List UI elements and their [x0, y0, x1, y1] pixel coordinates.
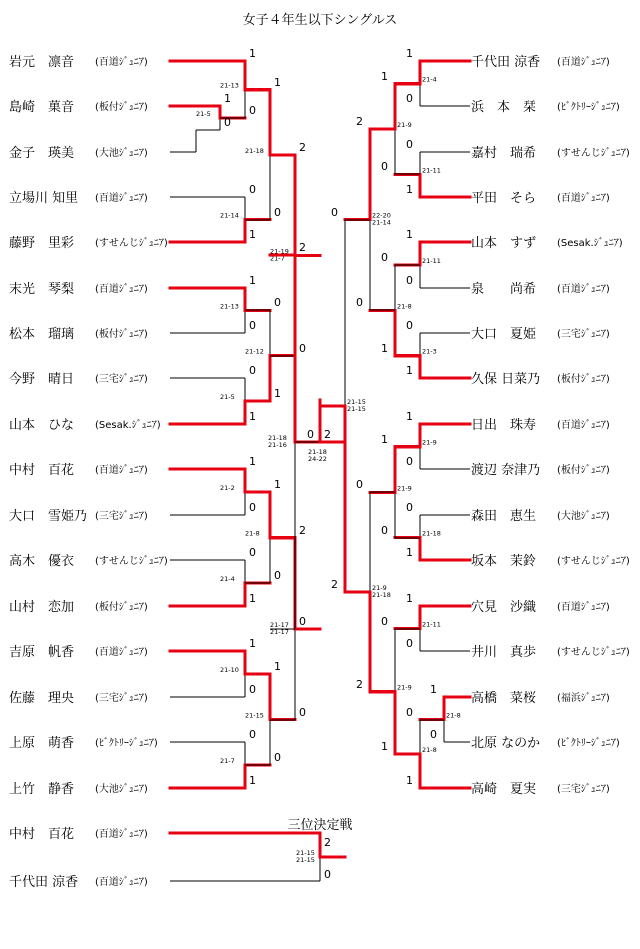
player-name: 久保 日菜乃: [471, 372, 541, 387]
result-bottom: 0: [249, 104, 256, 117]
match-score: 21-10: [220, 666, 239, 674]
result-bottom: 0: [249, 319, 256, 332]
result-top: 1: [274, 76, 281, 89]
result-bottom: 0: [274, 569, 281, 582]
match-score: 21-11: [422, 257, 441, 265]
match-score: 21-12: [245, 347, 264, 356]
result-bottom: 0: [299, 706, 306, 719]
result-top: 1: [406, 410, 413, 423]
player-name: 島崎 菓音: [9, 100, 75, 115]
result-bottom: 0: [406, 637, 413, 650]
result-top: 1: [224, 92, 231, 105]
result-bottom: 0: [274, 751, 281, 764]
player-name: 金子 瑛美: [9, 146, 75, 161]
player-name: 浜 本 栞: [471, 100, 537, 115]
match-score: 21-8: [446, 711, 461, 720]
match-score: 21-7: [270, 254, 285, 263]
result-bottom: 0: [299, 342, 306, 355]
player-name: 立場川 知里: [9, 191, 79, 206]
player-name: 大口 夏姫: [471, 327, 537, 342]
result-bottom: 1: [249, 410, 256, 423]
player-team: (ﾋﾞｸﾄﾘｰｼﾞｭﾆｱ): [557, 102, 620, 113]
final-score: 24-22: [308, 455, 327, 463]
final-result-left: 0: [307, 428, 314, 441]
player-team: (すせんじｼﾞｭﾆｱ): [95, 556, 168, 567]
player-team: (板付ｼﾞｭﾆｱ): [95, 602, 148, 613]
player-name: 中村 百花: [9, 827, 75, 842]
player-name: 吉原 帆香: [9, 645, 75, 660]
result-bottom: 2: [356, 678, 363, 691]
match-score: 21-11: [422, 166, 441, 175]
player-team: (板付ｼﾞｭﾆｱ): [95, 329, 148, 340]
result-top: 0: [274, 296, 281, 309]
player-name: 泉 尚希: [471, 282, 537, 297]
player-name: 山村 恋加: [9, 600, 75, 615]
player-team: (板付ｼﾞｭﾆｱ): [557, 465, 610, 476]
match-score: 21-15: [245, 711, 264, 720]
result-top: 0: [406, 138, 413, 151]
result-top: 0: [356, 478, 363, 491]
third-place-label: 三位決定戦: [287, 818, 353, 833]
result-bottom: 1: [406, 183, 413, 196]
match-score: 21-18: [422, 529, 441, 538]
player-name: 上竹 静香: [9, 782, 75, 797]
result-top: 0: [406, 319, 413, 332]
match-score: 21-17: [270, 621, 289, 629]
final-result-right: 2: [324, 428, 331, 441]
result-bottom: 0: [381, 524, 388, 537]
player-team: (百道ｼﾞｭﾆｱ): [95, 647, 148, 658]
player-team: (三宅ｼﾞｭﾆｱ): [95, 374, 148, 385]
result-top: 2: [299, 524, 306, 537]
result-bottom: 1: [381, 740, 388, 753]
result-top: 0: [249, 183, 256, 196]
result-bottom: 2: [331, 578, 338, 591]
player-name: 高崎 夏実: [471, 782, 537, 797]
result-top: 1: [406, 47, 413, 60]
player-team: (三宅ｼﾞｭﾆｱ): [95, 693, 148, 704]
player-name: 松本 瑠璃: [9, 327, 75, 342]
result-bottom: 0: [356, 296, 363, 309]
player-team: (百道ｼﾞｭﾆｱ): [95, 829, 148, 840]
match-score: 21-18: [245, 147, 264, 155]
match-score: 21-8: [397, 302, 412, 311]
result-top: 2: [299, 141, 306, 154]
player-name: 今野 晴日: [9, 372, 75, 387]
match-score: 21-15: [347, 398, 366, 406]
player-team: (百道ｼﾞｭﾆｱ): [557, 284, 610, 295]
player-name: 平田 そら: [471, 191, 537, 206]
result-top: 1: [274, 660, 281, 673]
result-bottom: 1: [249, 228, 256, 241]
player-team: (三宅ｼﾞｭﾆｱ): [557, 784, 610, 795]
player-team: (福浜ｼﾞｭﾆｱ): [557, 693, 610, 704]
result-bottom: 0: [274, 206, 281, 219]
player-team: (百道ｼﾞｭﾆｱ): [95, 193, 148, 204]
result-top: 2: [299, 241, 306, 254]
player-team: (Sesak.ｼﾞｭﾆｱ): [95, 420, 161, 431]
match-score: 21-11: [422, 620, 441, 629]
page-title: 女子４年生以下シングルス: [242, 13, 398, 28]
result-top: 1: [249, 455, 256, 468]
player-name: 坂本 茉鈴: [471, 554, 537, 569]
third-score: 21-15: [296, 856, 315, 864]
match-score: 21-9: [372, 584, 387, 592]
player-team: (百道ｼﾞｭﾆｱ): [557, 193, 610, 204]
match-score: 21-9: [397, 121, 412, 129]
result-bottom: 0: [299, 615, 306, 628]
match-score: 21-5: [196, 110, 211, 118]
match-score: 21-18: [372, 591, 391, 599]
result-bottom: 0: [430, 728, 437, 741]
result-bottom: 1: [406, 546, 413, 559]
player-name: 穴見 沙織: [471, 600, 537, 615]
result-bottom: 1: [406, 364, 413, 377]
player-team: (すせんじｼﾞｭﾆｱ): [557, 556, 630, 567]
player-name: 山本 すず: [471, 236, 537, 251]
third-result-top: 2: [324, 836, 331, 849]
result-top: 1: [274, 478, 281, 491]
player-team: (百道ｼﾞｭﾆｱ): [557, 57, 610, 68]
player-name: 渡辺 奈津乃: [471, 463, 541, 478]
result-top: 1: [249, 637, 256, 650]
player-team: (大池ｼﾞｭﾆｱ): [95, 784, 148, 795]
player-name: 千代田 涼香: [471, 55, 541, 70]
player-name: 山本 ひな: [9, 418, 75, 433]
match-score: 21-7: [220, 757, 235, 765]
result-bottom: 0: [381, 160, 388, 173]
match-score: 21-14: [372, 218, 391, 227]
match-score: 21-4: [422, 75, 437, 84]
result-bottom: 1: [406, 774, 413, 787]
player-name: 日出 珠寿: [471, 418, 537, 433]
result-top: 0: [406, 706, 413, 719]
result-top: 1: [249, 274, 256, 287]
player-team: (板付ｼﾞｭﾆｱ): [95, 102, 148, 113]
result-top: 1: [406, 592, 413, 605]
result-top: 1: [430, 683, 437, 696]
player-name: 井川 真歩: [471, 645, 537, 660]
match-score: 21-5: [220, 393, 235, 401]
player-team: (大池ｼﾞｭﾆｱ): [557, 511, 610, 522]
match-score: 21-17: [270, 628, 289, 636]
player-name: 嘉村 瑞希: [471, 146, 537, 161]
result-top: 1: [381, 433, 388, 446]
match-score: 21-9: [397, 683, 412, 692]
player-team: (三宅ｼﾞｭﾆｱ): [95, 511, 148, 522]
player-team: (すせんじｼﾞｭﾆｱ): [557, 148, 630, 159]
player-team: (板付ｼﾞｭﾆｱ): [557, 374, 610, 385]
result-top: 1: [249, 47, 256, 60]
player-name: 高橋 菜桜: [471, 691, 537, 706]
result-top: 0: [249, 546, 256, 559]
player-name: 森田 恵生: [471, 509, 537, 524]
result-bottom: 1: [274, 387, 281, 400]
result-bottom: 1: [249, 592, 256, 605]
player-name: 末光 琴梨: [9, 282, 75, 297]
result-top: 0: [406, 501, 413, 514]
player-team: (すせんじｼﾞｭﾆｱ): [557, 647, 630, 658]
player-team: (百道ｼﾞｭﾆｱ): [95, 284, 148, 295]
match-score: 21-4: [220, 575, 235, 583]
third-score: 21-15: [296, 849, 315, 857]
result-bottom: 0: [224, 116, 231, 129]
match-score: 21-8: [245, 529, 260, 538]
player-name: 上原 萌香: [9, 736, 75, 751]
result-top: 0: [381, 615, 388, 628]
result-bottom: 0: [406, 455, 413, 468]
match-score: 21-9: [422, 438, 437, 447]
match-score: 21-19: [270, 247, 289, 256]
match-score: 21-13: [220, 302, 239, 311]
player-team: (百道ｼﾞｭﾆｱ): [557, 602, 610, 613]
match-score: 21-16: [268, 441, 287, 449]
result-top: 0: [381, 251, 388, 264]
result-bottom: 0: [406, 92, 413, 105]
match-score: 22-20: [372, 211, 391, 220]
match-score: 21-8: [422, 746, 437, 754]
match-score: 21-18: [268, 434, 287, 442]
player-team: (ﾋﾞｸﾄﾘｰｼﾞｭﾆｱ): [95, 738, 158, 749]
player-team: (百道ｼﾞｭﾆｱ): [95, 57, 148, 68]
result-top: 1: [381, 70, 388, 83]
result-bottom: 0: [249, 501, 256, 514]
match-score: 21-15: [347, 405, 366, 413]
player-name: 北原 なのか: [471, 736, 541, 751]
player-team: (ﾋﾞｸﾄﾘｰｼﾞｭﾆｱ): [557, 738, 620, 749]
match-score: 21-13: [220, 81, 239, 90]
final-score: 21-18: [308, 448, 327, 456]
result-bottom: 1: [381, 342, 388, 355]
player-name: 千代田 涼香: [9, 875, 79, 890]
player-name: 藤野 里彩: [9, 236, 75, 251]
result-top: 2: [356, 115, 363, 128]
player-name: 岩元 凛音: [9, 55, 75, 70]
player-team: (すせんじｼﾞｭﾆｱ): [95, 238, 168, 249]
third-result-bottom: 0: [324, 868, 331, 881]
player-team: (三宅ｼﾞｭﾆｱ): [557, 329, 610, 340]
player-team: (大池ｼﾞｭﾆｱ): [95, 148, 148, 159]
result-top: 0: [249, 364, 256, 377]
player-team: (百道ｼﾞｭﾆｱ): [95, 877, 148, 888]
result-top: 1: [406, 228, 413, 241]
player-team: (百道ｼﾞｭﾆｱ): [95, 465, 148, 476]
player-name: 中村 百花: [9, 463, 75, 478]
player-team: (Sesak.ｼﾞｭﾆｱ): [557, 238, 623, 249]
match-score: 21-2: [220, 484, 235, 492]
result-bottom: 0: [406, 274, 413, 287]
result-bottom: 1: [249, 774, 256, 787]
player-name: 高木 優衣: [9, 554, 75, 569]
result-bottom: 0: [249, 683, 256, 696]
result-top: 0: [249, 728, 256, 741]
player-name: 大口 雪姫乃: [9, 509, 88, 524]
match-score: 21-3: [422, 347, 437, 356]
result-top: 0: [331, 206, 338, 219]
player-team: (百道ｼﾞｭﾆｱ): [557, 420, 610, 431]
match-score: 21-9: [397, 484, 412, 493]
player-name: 佐藤 理央: [9, 691, 75, 706]
match-score: 21-14: [220, 211, 239, 220]
